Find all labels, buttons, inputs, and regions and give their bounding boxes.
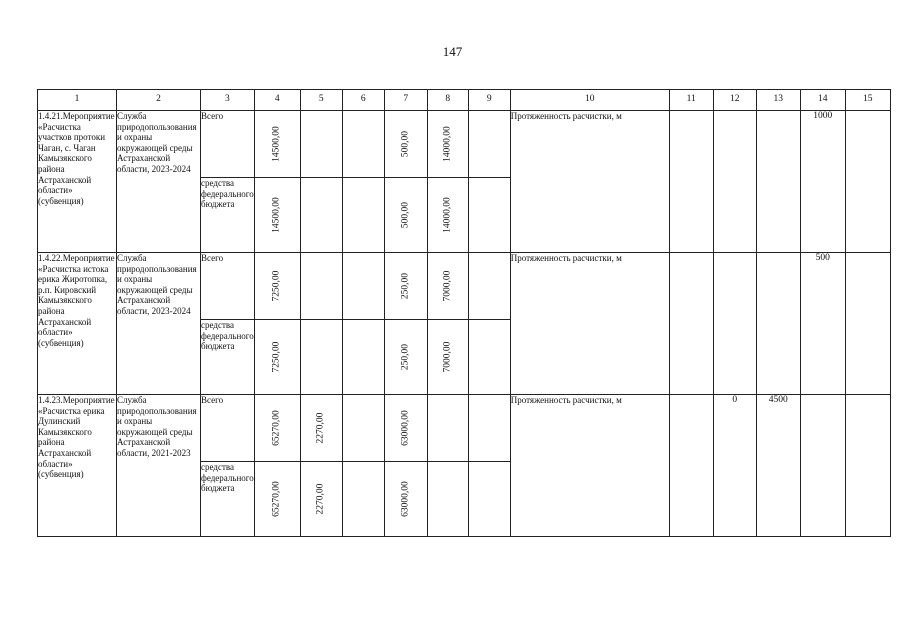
amount-cell: [468, 111, 510, 178]
amount-value: 500,00: [400, 201, 411, 229]
executor-cell: Служба природопользования и охраны окружающей среды Астраханской области, 2021-2023: [117, 395, 201, 537]
amount-cell: [384, 320, 427, 395]
amount-cell: [254, 111, 300, 178]
indicator-cell: Протяженность расчистки, м: [510, 111, 669, 253]
amount-value: 14000,00: [442, 126, 453, 162]
amount-cell: [342, 320, 384, 395]
column-header: 15: [845, 90, 890, 111]
amount-cell: [384, 178, 427, 253]
amount-cell: [427, 462, 468, 537]
amount-cell: [342, 253, 384, 320]
indicator-value-cell: 4500: [756, 395, 800, 537]
amount-value: 250,00: [400, 343, 411, 371]
amount-value: 7000,00: [442, 341, 453, 373]
amount-value: 250,00: [400, 272, 411, 300]
amount-value: 65270,00: [271, 410, 282, 446]
amount-cell: [468, 320, 510, 395]
amount-cell: [300, 178, 342, 253]
measure-cell: 1.4.23.Мероприятие «Расчистка ерика Дулинский Камызякского района Астраханской области» (субвенция): [38, 395, 117, 537]
source-total-cell: Всего: [201, 395, 255, 462]
amount-cell: [342, 462, 384, 537]
amount-cell: [254, 462, 300, 537]
indicator-value-cell: [713, 111, 756, 253]
column-header: 7: [384, 90, 427, 111]
amount-cell: [384, 111, 427, 178]
source-total-cell: Всего: [201, 253, 255, 320]
amount-cell: [342, 395, 384, 462]
table-row: [38, 253, 891, 320]
budget-table: [37, 89, 891, 537]
amount-cell: [254, 253, 300, 320]
amount-cell: [468, 253, 510, 320]
executor-cell: Служба природопользования и охраны окружающей среды Астраханской области, 2023-2024: [117, 111, 201, 253]
source-federal-cell: средства федерального бюджета: [201, 320, 255, 395]
amount-cell: [300, 111, 342, 178]
amount-cell: [300, 395, 342, 462]
amount-cell: [300, 253, 342, 320]
amount-cell: [342, 178, 384, 253]
amount-cell: [427, 253, 468, 320]
amount-value: 14500,00: [271, 197, 282, 233]
indicator-value-cell: [669, 395, 713, 537]
indicator-cell: Протяженность расчистки, м: [510, 395, 669, 537]
column-header: 9: [468, 90, 510, 111]
amount-cell: [342, 111, 384, 178]
column-header: 12: [713, 90, 756, 111]
column-header: 14: [800, 90, 845, 111]
indicator-value-cell: [756, 253, 800, 395]
amount-cell: [384, 253, 427, 320]
indicator-value-cell: [845, 253, 890, 395]
column-header: 8: [427, 90, 468, 111]
amount-cell: [427, 111, 468, 178]
column-header: 6: [342, 90, 384, 111]
column-header: 3: [201, 90, 255, 111]
indicator-value-cell: [845, 111, 890, 253]
amount-value: 7250,00: [271, 341, 282, 373]
indicator-value-cell: 0: [713, 395, 756, 537]
indicator-value-cell: 1000: [800, 111, 845, 253]
indicator-value-cell: [756, 111, 800, 253]
amount-cell: [300, 462, 342, 537]
indicator-cell: Протяженность расчистки, м: [510, 253, 669, 395]
column-header: 11: [669, 90, 713, 111]
amount-cell: [427, 395, 468, 462]
amount-value: 2270,00: [315, 412, 326, 444]
amount-cell: [254, 395, 300, 462]
indicator-value-cell: [713, 253, 756, 395]
amount-cell: [254, 178, 300, 253]
measure-cell: 1.4.21.Мероприятие «Расчистка участков протоки Чаган, с. Чаган Камызякского района Астраханской области» (субвенция): [38, 111, 117, 253]
column-header: 5: [300, 90, 342, 111]
indicator-value-cell: [800, 395, 845, 537]
indicator-value-cell: 500: [800, 253, 845, 395]
amount-value: 63000,00: [400, 410, 411, 446]
source-federal-cell: средства федерального бюджета: [201, 178, 255, 253]
amount-value: 63000,00: [400, 481, 411, 517]
column-header: 13: [756, 90, 800, 111]
column-header: 2: [117, 90, 201, 111]
amount-cell: [468, 178, 510, 253]
amount-cell: [384, 395, 427, 462]
amount-cell: [300, 320, 342, 395]
amount-cell: [427, 320, 468, 395]
table-row: [38, 395, 891, 462]
indicator-value-cell: [845, 395, 890, 537]
source-federal-cell: средства федерального бюджета: [201, 462, 255, 537]
amount-cell: [384, 462, 427, 537]
indicator-value-cell: [669, 253, 713, 395]
executor-cell: Служба природопользования и охраны окружающей среды Астраханской области, 2023-2024: [117, 253, 201, 395]
amount-value: 2270,00: [315, 483, 326, 515]
page-number: 147: [442, 44, 463, 59]
amount-value: 14500,00: [271, 126, 282, 162]
amount-cell: [254, 320, 300, 395]
header-row: [38, 90, 891, 111]
amount-cell: [468, 462, 510, 537]
amount-value: 65270,00: [271, 481, 282, 517]
column-header: 4: [254, 90, 300, 111]
amount-value: 14000,00: [442, 197, 453, 233]
column-header: 10: [510, 90, 669, 111]
amount-value: 7000,00: [442, 270, 453, 302]
amount-value: 500,00: [400, 130, 411, 158]
amount-value: 7250,00: [271, 270, 282, 302]
indicator-value-cell: [669, 111, 713, 253]
source-total-cell: Всего: [201, 111, 255, 178]
amount-cell: [427, 178, 468, 253]
amount-cell: [468, 395, 510, 462]
column-header: 1: [38, 90, 117, 111]
measure-cell: 1.4.22.Мероприятие «Расчистка истока ерика Жиротопка, р.п. Кировский Камызякского района Астраханской области» (субвенция): [38, 253, 117, 395]
table-row: [38, 111, 891, 178]
